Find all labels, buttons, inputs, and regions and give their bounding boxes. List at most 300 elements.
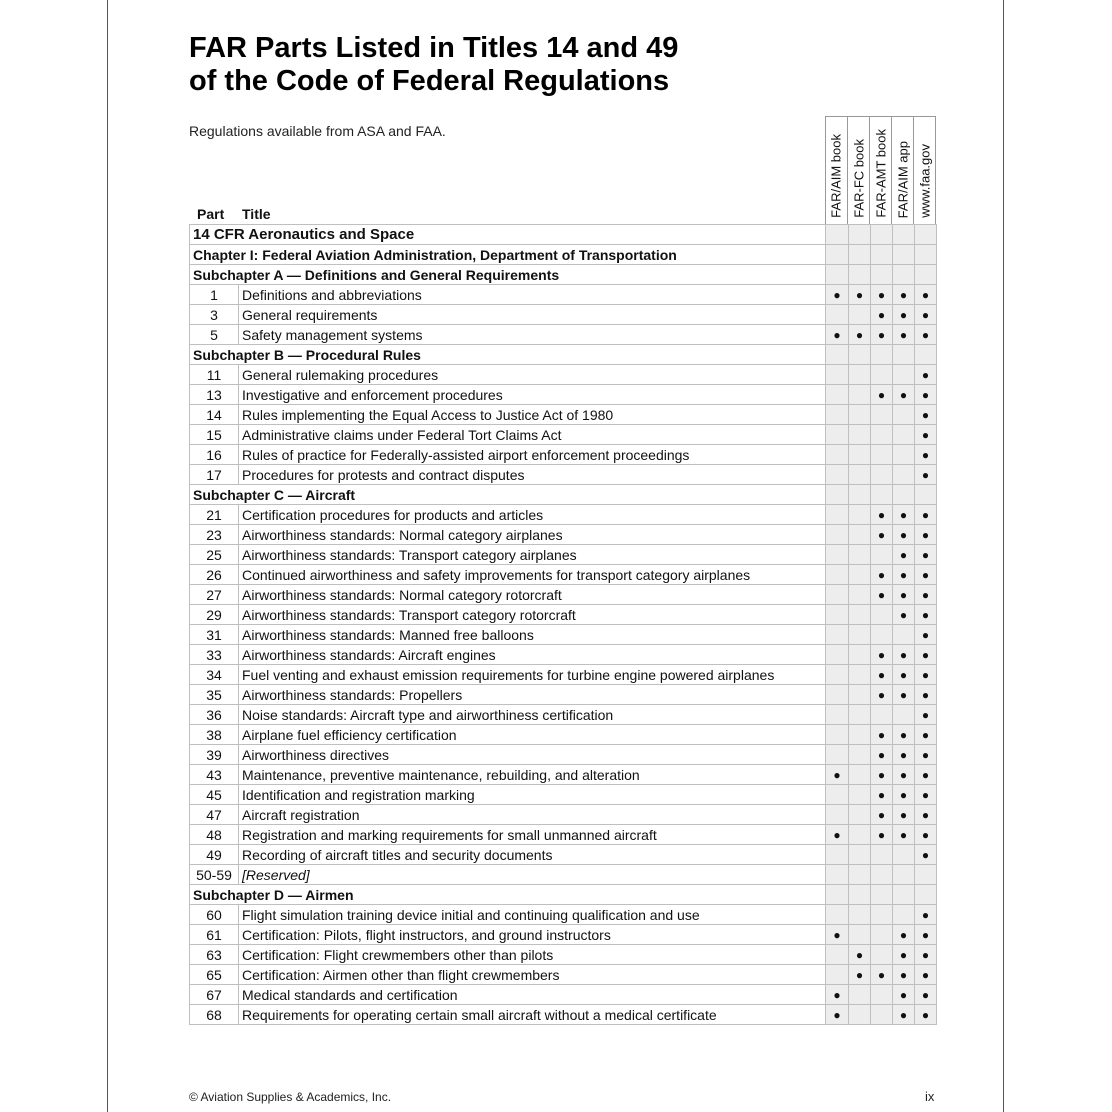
part-number: 36: [190, 705, 239, 725]
part-number: 65: [190, 965, 239, 985]
availability-bullet: ●: [849, 325, 871, 345]
part-title: Certification: Flight crewmembers other than pilots: [239, 945, 826, 965]
part-title: Flight simulation training device initial and continuing qualification and use: [239, 905, 826, 925]
part-title: Airworthiness standards: Transport category rotorcraft: [239, 605, 826, 625]
table-row: [190, 685, 937, 705]
availability-bullet: ●: [915, 825, 937, 845]
availability-bullet: ●: [893, 525, 915, 545]
regulations-table-body: [190, 225, 937, 1025]
availability-cell: [826, 225, 849, 245]
availability-bullet: ●: [871, 385, 893, 405]
availability-cell: [893, 225, 915, 245]
part-number: 13: [190, 385, 239, 405]
availability-cell: [893, 265, 915, 285]
availability-cell: [849, 765, 871, 785]
part-title: Identification and registration marking: [239, 785, 826, 805]
availability-cell: [826, 465, 849, 485]
availability-bullet: ●: [849, 945, 871, 965]
availability-cell: [849, 865, 871, 885]
availability-bullet: ●: [893, 685, 915, 705]
availability-bullet: ●: [915, 785, 937, 805]
availability-bullet: ●: [915, 385, 937, 405]
availability-bullet: ●: [893, 785, 915, 805]
availability-cell: [826, 945, 849, 965]
page-edge-left: [107, 0, 108, 1112]
availability-bullet: ●: [849, 285, 871, 305]
availability-bullet: ●: [915, 305, 937, 325]
availability-bullet: ●: [826, 1005, 849, 1025]
table-row: [190, 525, 937, 545]
table-row: [190, 445, 937, 465]
availability-cell: [826, 865, 849, 885]
availability-cell: [871, 845, 893, 865]
availability-cell: [849, 685, 871, 705]
availability-cell: [826, 745, 849, 765]
availability-cell: [893, 865, 915, 885]
availability-cell: [871, 865, 893, 885]
availability-bullet: ●: [915, 965, 937, 985]
part-number: 61: [190, 925, 239, 945]
availability-bullet: ●: [893, 545, 915, 565]
availability-cell: [849, 665, 871, 685]
availability-cell: [849, 985, 871, 1005]
part-title: Procedures for protests and contract disputes: [239, 465, 826, 485]
availability-bullet: ●: [893, 385, 915, 405]
availability-bullet: ●: [893, 985, 915, 1005]
availability-cell: [871, 245, 893, 265]
availability-cell: [893, 425, 915, 445]
part-title: Airworthiness standards: Manned free balloons: [239, 625, 826, 645]
part-number: 27: [190, 585, 239, 605]
availability-cell: [849, 565, 871, 585]
availability-bullet: ●: [915, 325, 937, 345]
part-number: 31: [190, 625, 239, 645]
availability-cell: [893, 405, 915, 425]
availability-cell: [826, 905, 849, 925]
availability-cell: [826, 545, 849, 565]
part-number: 5: [190, 325, 239, 345]
table-row: [190, 625, 937, 645]
availability-cell: [915, 885, 937, 905]
table-row: [190, 985, 937, 1005]
availability-cell: [826, 965, 849, 985]
availability-cell: [849, 705, 871, 725]
availability-bullet: ●: [871, 525, 893, 545]
table-row: [190, 465, 937, 485]
availability-bullet: ●: [826, 925, 849, 945]
availability-bullet: ●: [915, 845, 937, 865]
part-number: 45: [190, 785, 239, 805]
availability-cell: [849, 305, 871, 325]
section-label: Subchapter C — Aircraft: [190, 485, 826, 505]
availability-bullet: ●: [915, 1005, 937, 1025]
availability-bullet: ●: [893, 285, 915, 305]
part-number: 16: [190, 445, 239, 465]
availability-bullet: ●: [871, 325, 893, 345]
availability-cell: [826, 585, 849, 605]
part-title: Certification: Airmen other than flight crewmembers: [239, 965, 826, 985]
availability-cell: [849, 585, 871, 605]
availability-cell: [849, 645, 871, 665]
availability-bullet: ●: [915, 445, 937, 465]
availability-cell: [893, 845, 915, 865]
table-row: [190, 925, 937, 945]
availability-bullet: ●: [915, 765, 937, 785]
availability-cell: [915, 245, 937, 265]
table-row: [190, 805, 937, 825]
availability-bullet: ●: [871, 805, 893, 825]
availability-cell: [826, 365, 849, 385]
availability-cell: [871, 705, 893, 725]
availability-bullet: ●: [893, 665, 915, 685]
availability-cell: [826, 305, 849, 325]
section-label: Subchapter A — Definitions and General Requirements: [190, 265, 826, 285]
part-title: Investigative and enforcement procedures: [239, 385, 826, 405]
availability-cell: [826, 445, 849, 465]
availability-bullet: ●: [915, 645, 937, 665]
availability-bullet: ●: [893, 825, 915, 845]
part-number: 67: [190, 985, 239, 1005]
part-column-header: Part: [197, 206, 225, 222]
table-row: [190, 545, 937, 565]
availability-bullet: ●: [826, 325, 849, 345]
availability-bullet: ●: [915, 605, 937, 625]
availability-cell: [849, 425, 871, 445]
availability-bullet: ●: [826, 985, 849, 1005]
availability-bullet: ●: [915, 405, 937, 425]
table-row: [190, 825, 937, 845]
table-row: [190, 325, 937, 345]
availability-cell: [893, 885, 915, 905]
availability-bullet: ●: [915, 805, 937, 825]
part-title: Certification procedures for products and articles: [239, 505, 826, 525]
availability-cell: [826, 525, 849, 545]
subtitle: Regulations available from ASA and FAA.: [189, 123, 446, 139]
title-line-2: of the Code of Federal Regulations: [189, 65, 670, 97]
table-row: [190, 505, 937, 525]
availability-bullet: ●: [893, 505, 915, 525]
availability-cell: [849, 385, 871, 405]
availability-bullet: ●: [915, 905, 937, 925]
part-title: Airworthiness standards: Normal category rotorcraft: [239, 585, 826, 605]
part-number: 50-59: [190, 865, 239, 885]
column-header-far-aim-book: FAR/AIM book: [825, 116, 848, 224]
availability-bullet: ●: [871, 745, 893, 765]
part-title: Airplane fuel efficiency certification: [239, 725, 826, 745]
availability-cell: [826, 705, 849, 725]
availability-cell: [893, 625, 915, 645]
column-header-far-amt-book: FAR-AMT book: [870, 116, 892, 224]
availability-cell: [871, 905, 893, 925]
availability-bullet: ●: [893, 585, 915, 605]
part-number: 33: [190, 645, 239, 665]
availability-bullet: ●: [893, 565, 915, 585]
availability-cell: [893, 365, 915, 385]
availability-cell: [871, 625, 893, 645]
availability-cell: [849, 345, 871, 365]
availability-cell: [871, 445, 893, 465]
availability-bullet: ●: [893, 945, 915, 965]
availability-cell: [826, 665, 849, 685]
availability-bullet: ●: [871, 725, 893, 745]
table-row: [190, 565, 937, 585]
table-row: [190, 305, 937, 325]
availability-bullet: ●: [871, 505, 893, 525]
availability-bullet: ●: [893, 765, 915, 785]
part-title: Requirements for operating certain small aircraft without a medical certificate: [239, 1005, 826, 1025]
availability-cell: [871, 225, 893, 245]
availability-cell: [849, 265, 871, 285]
availability-cell: [871, 345, 893, 365]
availability-bullet: ●: [915, 525, 937, 545]
part-number: 35: [190, 685, 239, 705]
availability-bullet: ●: [871, 765, 893, 785]
availability-bullet: ●: [915, 685, 937, 705]
availability-bullet: ●: [915, 425, 937, 445]
availability-cell: [871, 885, 893, 905]
availability-bullet: ●: [871, 285, 893, 305]
availability-cell: [849, 845, 871, 865]
availability-cell: [849, 525, 871, 545]
part-title: Rules implementing the Equal Access to Justice Act of 1980: [239, 405, 826, 425]
column-header-faa-gov: www.faa.gov: [914, 116, 936, 224]
availability-cell: [915, 345, 937, 365]
availability-cell: [849, 1005, 871, 1025]
table-row: [190, 365, 937, 385]
availability-cell: [826, 645, 849, 665]
part-title: [Reserved]: [239, 865, 826, 885]
availability-cell: [871, 985, 893, 1005]
table-row: [190, 705, 937, 725]
availability-bullet: ●: [915, 945, 937, 965]
availability-cell: [849, 445, 871, 465]
availability-bullet: ●: [871, 645, 893, 665]
part-title: Noise standards: Aircraft type and airworthiness certification: [239, 705, 826, 725]
part-number: 26: [190, 565, 239, 585]
availability-bullet: ●: [893, 305, 915, 325]
availability-bullet: ●: [893, 325, 915, 345]
table-row: [190, 385, 937, 405]
availability-cell: [826, 265, 849, 285]
availability-bullet: ●: [915, 985, 937, 1005]
availability-bullet: ●: [893, 925, 915, 945]
part-number: 43: [190, 765, 239, 785]
table-row: [190, 425, 937, 445]
part-title: Medical standards and certification: [239, 985, 826, 1005]
table-row: [190, 745, 937, 765]
availability-cell: [915, 485, 937, 505]
part-title: Recording of aircraft titles and security documents: [239, 845, 826, 865]
copyright-notice: © Aviation Supplies & Academics, Inc.: [189, 1090, 392, 1104]
section-header-row: [190, 345, 937, 365]
availability-cell: [826, 485, 849, 505]
availability-bullet: ●: [893, 605, 915, 625]
availability-bullet: ●: [871, 685, 893, 705]
availability-cell: [849, 465, 871, 485]
part-number: 17: [190, 465, 239, 485]
availability-cell: [849, 925, 871, 945]
availability-cell: [871, 465, 893, 485]
page-title: [189, 32, 678, 98]
availability-bullet: ●: [893, 1005, 915, 1025]
availability-cell: [826, 885, 849, 905]
availability-bullet: ●: [915, 625, 937, 645]
table-row: [190, 405, 937, 425]
availability-cell: [826, 565, 849, 585]
table-row: [190, 285, 937, 305]
availability-cell: [915, 225, 937, 245]
part-number: 3: [190, 305, 239, 325]
table-row: [190, 645, 937, 665]
availability-bullet: ●: [915, 925, 937, 945]
part-title: Definitions and abbreviations: [239, 285, 826, 305]
regulations-table: [189, 224, 937, 1025]
section-header-row: [190, 485, 937, 505]
part-number: 1: [190, 285, 239, 305]
availability-bullet: ●: [871, 965, 893, 985]
table-header: [189, 205, 825, 224]
page-edge-right: [1003, 0, 1004, 1112]
part-number: 49: [190, 845, 239, 865]
part-number: 47: [190, 805, 239, 825]
table-row: [190, 605, 937, 625]
availability-cell: [826, 845, 849, 865]
availability-cell: [826, 505, 849, 525]
part-number: 23: [190, 525, 239, 545]
section-header-row: [190, 245, 937, 265]
title-line-1: FAR Parts Listed in Titles 14 and 49: [189, 32, 679, 64]
part-title: Rules of practice for Federally-assisted airport enforcement proceedings: [239, 445, 826, 465]
availability-cell: [871, 945, 893, 965]
availability-bullet: ●: [871, 825, 893, 845]
part-number: 60: [190, 905, 239, 925]
column-header-far-aim-app: FAR/AIM app: [892, 116, 914, 224]
part-title: Airworthiness standards: Normal category airplanes: [239, 525, 826, 545]
table-row: [190, 585, 937, 605]
title-column-header: Title: [242, 206, 271, 222]
availability-cell: [893, 485, 915, 505]
availability-bullet: ●: [826, 285, 849, 305]
table-row: [190, 865, 937, 885]
availability-bullet: ●: [893, 725, 915, 745]
availability-cell: [871, 265, 893, 285]
part-number: 38: [190, 725, 239, 745]
part-title: Airworthiness directives: [239, 745, 826, 765]
part-title: Airworthiness standards: Transport category airplanes: [239, 545, 826, 565]
availability-cell: [826, 785, 849, 805]
availability-bullet: ●: [915, 545, 937, 565]
part-number: 34: [190, 665, 239, 685]
section-header-row: [190, 265, 937, 285]
availability-cell: [893, 445, 915, 465]
availability-cell: [871, 425, 893, 445]
availability-cell: [826, 685, 849, 705]
section-header-row: [190, 225, 937, 245]
part-title: Maintenance, preventive maintenance, rebuilding, and alteration: [239, 765, 826, 785]
availability-bullet: ●: [871, 585, 893, 605]
table-row: [190, 765, 937, 785]
availability-cell: [849, 745, 871, 765]
availability-bullet: ●: [871, 785, 893, 805]
availability-cell: [849, 625, 871, 645]
availability-bullet: ●: [915, 285, 937, 305]
availability-cell: [871, 925, 893, 945]
availability-cell: [826, 425, 849, 445]
part-title: Administrative claims under Federal Tort Claims Act: [239, 425, 826, 445]
part-title: Registration and marking requirements for small unmanned aircraft: [239, 825, 826, 845]
availability-bullet: ●: [915, 505, 937, 525]
part-number: 39: [190, 745, 239, 765]
table-row: [190, 785, 937, 805]
availability-cell: [826, 805, 849, 825]
availability-bullet: ●: [849, 965, 871, 985]
availability-cell: [871, 545, 893, 565]
availability-cell: [849, 225, 871, 245]
part-number: 48: [190, 825, 239, 845]
availability-bullet: ●: [915, 725, 937, 745]
availability-cell: [826, 385, 849, 405]
part-title: General requirements: [239, 305, 826, 325]
availability-cell: [826, 625, 849, 645]
part-title: Safety management systems: [239, 325, 826, 345]
table-row: [190, 965, 937, 985]
part-number: 29: [190, 605, 239, 625]
availability-cell: [871, 605, 893, 625]
table-row: [190, 945, 937, 965]
section-label: Subchapter B — Procedural Rules: [190, 345, 826, 365]
availability-cell: [849, 805, 871, 825]
availability-bullet: ●: [915, 745, 937, 765]
availability-bullet: ●: [893, 965, 915, 985]
availability-bullet: ●: [826, 825, 849, 845]
availability-cell: [871, 365, 893, 385]
availability-cell: [826, 605, 849, 625]
section-label: Subchapter D — Airmen: [190, 885, 826, 905]
availability-cell: [915, 865, 937, 885]
part-title: Aircraft registration: [239, 805, 826, 825]
availability-cell: [893, 345, 915, 365]
availability-cell: [893, 905, 915, 925]
section-header-row: [190, 885, 937, 905]
availability-bullet: ●: [871, 565, 893, 585]
part-number: 15: [190, 425, 239, 445]
section-label: Chapter I: Federal Aviation Administration, Department of Transportation: [190, 245, 826, 265]
availability-cell: [849, 905, 871, 925]
part-title: Airworthiness standards: Propellers: [239, 685, 826, 705]
part-title: Airworthiness standards: Aircraft engines: [239, 645, 826, 665]
availability-bullet: ●: [871, 305, 893, 325]
availability-bullet: ●: [826, 765, 849, 785]
table-row: [190, 845, 937, 865]
availability-cell: [826, 245, 849, 265]
table-row: [190, 905, 937, 925]
part-number: 25: [190, 545, 239, 565]
availability-bullet: ●: [915, 365, 937, 385]
part-title: Fuel venting and exhaust emission requirements for turbine engine powered airplanes: [239, 665, 826, 685]
availability-cell: [849, 825, 871, 845]
availability-cell: [893, 465, 915, 485]
availability-bullet: ●: [915, 705, 937, 725]
column-header-far-fc-book: FAR-FC book: [848, 116, 870, 224]
availability-bullet: ●: [915, 565, 937, 585]
table-row: [190, 665, 937, 685]
availability-cell: [849, 245, 871, 265]
availability-cell: [849, 505, 871, 525]
availability-cell: [849, 365, 871, 385]
availability-cell: [871, 1005, 893, 1025]
availability-bullet: ●: [893, 645, 915, 665]
table-row: [190, 725, 937, 745]
